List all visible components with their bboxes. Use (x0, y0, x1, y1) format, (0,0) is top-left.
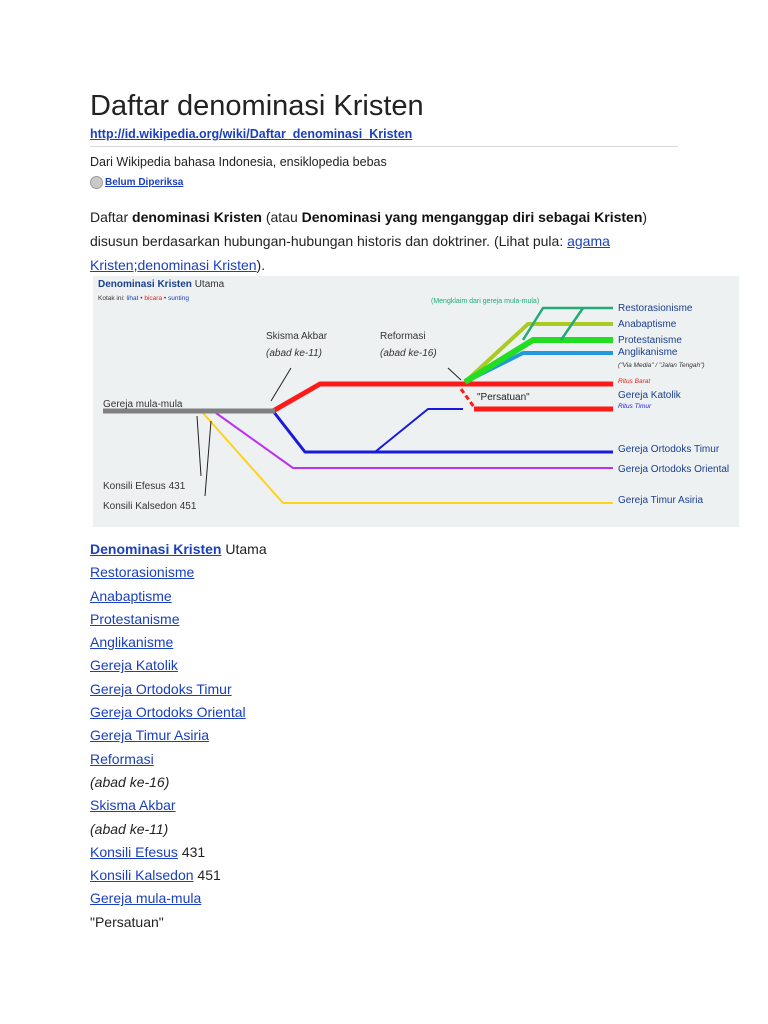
label-ephesus: Konsili Efesus 431 (103, 481, 186, 492)
intro-paragraph (90, 205, 680, 277)
list-heading-rest: Utama (221, 541, 267, 557)
list-item (90, 794, 267, 817)
reform-arrow (448, 368, 461, 380)
link-gereja-ortodoks-timur[interactable]: Gereja Ortodoks Timur (90, 680, 232, 697)
label-western-rite: Ritus Barat (618, 378, 651, 385)
label-via-media: ("Via Media" / "Jalan Tengah") (618, 362, 705, 369)
label-catholic: Gereja Katolik (618, 390, 681, 401)
title-divider (90, 146, 678, 147)
schism-date-text: (abad ke-11) (90, 820, 169, 837)
intro-text: Daftar (90, 209, 133, 225)
template-edit-link[interactable]: sunting (167, 295, 189, 302)
line-uniate (375, 409, 463, 452)
list-item (90, 748, 267, 771)
intro-bold-term: Denominasi yang menganggap diri sebagai Kristen (301, 209, 643, 225)
diagram-note: (Mengklaim dari gereja mula-mula) (431, 298, 540, 305)
label-chalcedon: Konsili Kalsedon 451 (103, 501, 197, 512)
intro-text: ) disusun berdasarkan hubungan-hubungan historis dan doktriner. (Lihat pula: (90, 209, 648, 249)
denominations-list (90, 538, 267, 934)
list-item (90, 841, 267, 864)
list-item (90, 608, 267, 631)
schism-arrow (271, 368, 291, 401)
label-eastern-rite: Ritus Timur (618, 403, 652, 410)
template-talk-link[interactable]: bicara (144, 295, 163, 302)
page-title: Daftar denominasi Kristen (90, 90, 424, 122)
chalcedon-pointer (205, 421, 211, 496)
link-denominasi-kristen[interactable]: denominasi Kristen (137, 257, 257, 273)
list-item (90, 631, 267, 654)
review-status-icon (90, 176, 103, 189)
diagram-template-links: Kotak ini: lihat • bicara • sunting (98, 295, 189, 302)
line-oriental (216, 413, 613, 468)
intro-bold-term: denominasi Kristen (132, 209, 262, 225)
label-restoration: Restorasionisme (618, 303, 693, 314)
label-schism-date: (abad ke-11) (266, 348, 322, 359)
link-konsili-kalsedon[interactable]: Konsili Kalsedon (90, 867, 194, 884)
link-restorasionisme[interactable]: Restorasionisme (90, 564, 195, 581)
link-gereja-ortodoks-oriental[interactable]: Gereja Ortodoks Oriental (90, 704, 246, 721)
list-heading (90, 538, 267, 561)
review-status[interactable] (90, 173, 183, 191)
page-url-link[interactable]: http://id.wikipedia.org/wiki/Daftar_denominasi_Kristen (90, 127, 413, 141)
union-text: "Persatuan" (90, 913, 164, 930)
link-gereja-mula-mula[interactable]: Gereja mula-mula (90, 890, 202, 907)
list-item (90, 864, 267, 887)
label-assyrian: Gereja Timur Asiria (618, 495, 704, 506)
list-item (90, 724, 267, 747)
diagram-title: Denominasi Kristen Utama (98, 279, 225, 290)
list-item (90, 887, 267, 910)
chalcedon-year: 451 (193, 867, 221, 884)
template-view-link[interactable]: lihat (126, 295, 139, 302)
intro-text: (atau (261, 209, 302, 225)
link-reformasi[interactable]: Reformasi (90, 750, 154, 767)
list-item (90, 701, 267, 724)
list-item (90, 654, 267, 677)
reform-date-text: (abad ke-16) (90, 773, 170, 790)
line-union (461, 389, 474, 407)
list-item (90, 771, 267, 794)
label-protestantism: Protestanisme (618, 335, 682, 346)
list-item (90, 911, 267, 934)
link-skisma-akbar[interactable]: Skisma Akbar (90, 797, 176, 814)
link-gereja-katolik[interactable]: Gereja Katolik (90, 657, 178, 674)
label-oriental-orthodox: Gereja Ortodoks Oriental (618, 464, 730, 475)
link-konsili-efesus[interactable]: Konsili Efesus (90, 843, 178, 860)
label-origin: Gereja mula-mula (103, 399, 183, 410)
list-item (90, 678, 267, 701)
link-agama-kristen[interactable]: agama Kristen (90, 233, 610, 273)
label-reform-date: (abad ke-16) (380, 348, 437, 359)
list-item (90, 585, 267, 608)
link-gereja-timur-asiria[interactable]: Gereja Timur Asiria (90, 727, 210, 744)
label-anabaptism: Anabaptisme (618, 319, 677, 330)
label-eastern-orthodox: Gereja Ortodoks Timur (618, 444, 720, 455)
label-reform: Reformasi (380, 331, 426, 342)
line-eastern-orthodox (273, 411, 613, 452)
link-protestanisme[interactable]: Protestanisme (90, 610, 180, 627)
review-status-link[interactable]: Belum Diperiksa (105, 176, 184, 188)
link-anglikanisme[interactable]: Anglikanisme (90, 634, 174, 651)
page-subtitle: Dari Wikipedia bahasa Indonesia, ensiklopedia bebas (90, 155, 387, 169)
intro-text: ). (256, 257, 266, 273)
list-heading-link[interactable]: Denominasi Kristen (90, 541, 222, 557)
label-schism: Skisma Akbar (266, 331, 328, 342)
denominations-diagram (93, 276, 739, 527)
label-anglicanism: Anglikanisme (618, 347, 678, 358)
intro-separator: ; (133, 257, 138, 273)
list-item (90, 561, 267, 584)
list-item (90, 818, 267, 841)
label-union: "Persatuan" (477, 392, 530, 403)
ephesus-pointer (197, 416, 201, 476)
link-anabaptisme[interactable]: Anabaptisme (90, 587, 172, 604)
ephesus-year: 431 (177, 843, 206, 860)
